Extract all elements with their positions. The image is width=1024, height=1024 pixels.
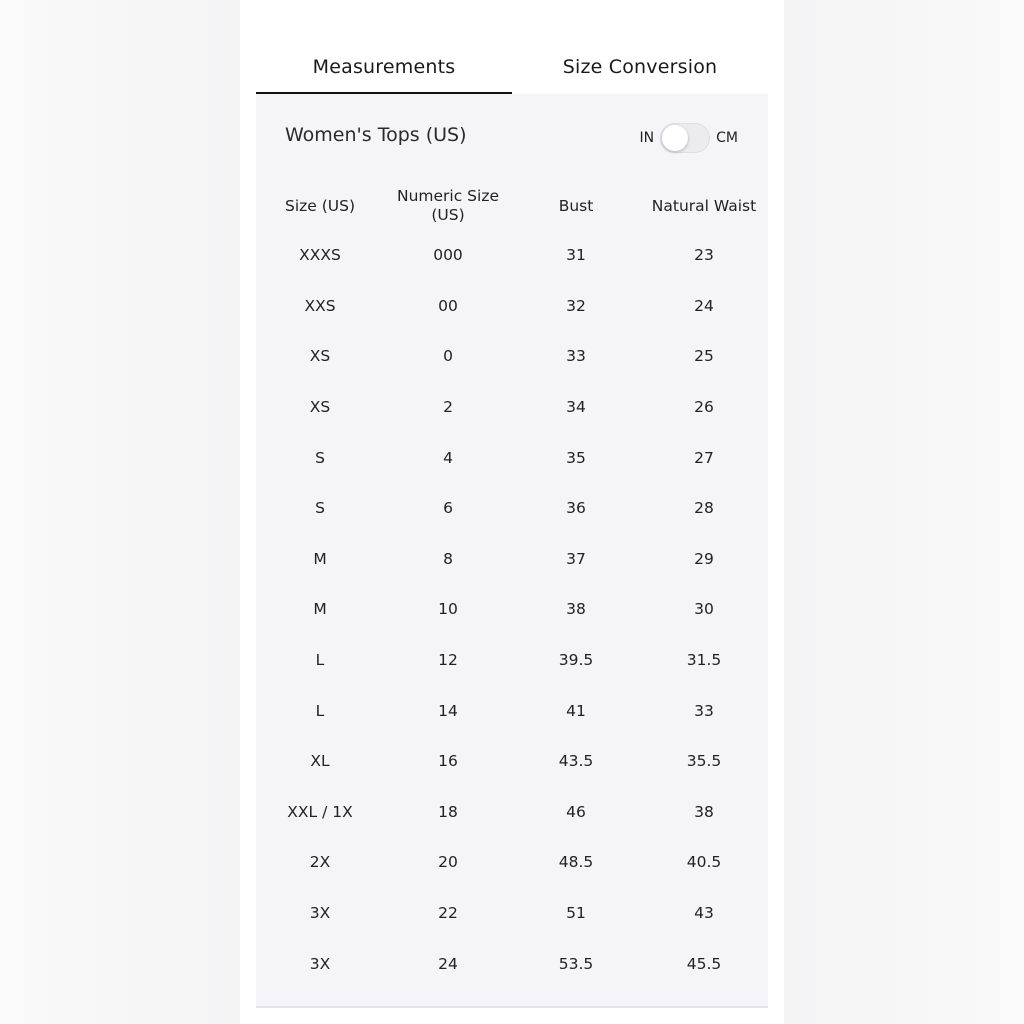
table-row (256, 432, 768, 483)
unit-label-cm: CM (716, 130, 738, 146)
cell-numeric-size: 4 (443, 448, 453, 467)
cell-bust: 53.5 (558, 954, 594, 973)
cell-natural-waist: 27 (694, 448, 714, 467)
cell-bust: 46 (566, 802, 586, 821)
cell-numeric-size: 18 (438, 802, 458, 821)
cell-size: L (315, 701, 325, 720)
cell-numeric-size: 0 (443, 347, 453, 366)
cell-natural-waist: 38 (694, 802, 714, 821)
cell-size: S (315, 499, 325, 518)
cell-natural-waist: 40.5 (686, 853, 722, 872)
size-chart-panel (240, 0, 784, 1024)
unit-toggle (640, 123, 738, 153)
cell-numeric-size: 20 (438, 853, 458, 872)
table-body (256, 230, 768, 989)
cell-bust: 35 (566, 448, 586, 467)
table-row (256, 888, 768, 939)
backdrop-left (0, 0, 240, 1024)
cell-size: XXL / 1X (287, 802, 353, 821)
tab-bar (256, 40, 768, 96)
unit-switch[interactable] (660, 123, 710, 153)
table-row (256, 787, 768, 838)
column-header-bust: Bust (558, 196, 594, 215)
cell-numeric-size: 14 (438, 701, 458, 720)
cell-numeric-size: 8 (443, 549, 453, 568)
cell-numeric-size: 10 (438, 600, 458, 619)
cell-bust: 51 (566, 904, 586, 923)
cell-size: XXXS (299, 246, 341, 265)
table-row (256, 635, 768, 686)
cell-bust: 33 (566, 347, 586, 366)
cell-numeric-size: 16 (438, 752, 458, 771)
cell-bust: 37 (566, 549, 586, 568)
table-row (256, 281, 768, 332)
cell-numeric-size: 22 (438, 904, 458, 923)
cell-numeric-size: 2 (443, 398, 453, 417)
cell-bust: 43.5 (558, 752, 594, 771)
cell-bust: 36 (566, 499, 586, 518)
cell-natural-waist: 35.5 (686, 752, 722, 771)
cell-natural-waist: 45.5 (686, 954, 722, 973)
cell-natural-waist: 23 (694, 246, 714, 265)
cell-bust: 38 (566, 600, 586, 619)
cell-numeric-size: 12 (438, 651, 458, 670)
cell-natural-waist: 33 (694, 701, 714, 720)
cell-bust: 32 (566, 296, 586, 315)
cell-size: XL (310, 752, 330, 771)
unit-label-in: IN (639, 130, 655, 146)
tab-size-conversion[interactable]: Size Conversion (562, 56, 718, 78)
cell-numeric-size: 000 (433, 246, 463, 265)
cell-natural-waist: 30 (694, 600, 714, 619)
cell-size: S (315, 448, 325, 467)
cell-numeric-size: 00 (438, 296, 458, 315)
chart-title: Women's Tops (US) (285, 124, 467, 146)
cell-natural-waist: 29 (694, 549, 714, 568)
cell-bust: 39.5 (558, 651, 594, 670)
cell-natural-waist: 31.5 (686, 651, 722, 670)
column-header-numeric-size: Numeric Size (US) (397, 187, 499, 224)
cell-size: 3X (309, 954, 331, 973)
size-table (256, 182, 768, 989)
table-row (256, 230, 768, 281)
cell-size: XS (309, 398, 331, 417)
cell-size: 3X (309, 904, 331, 923)
table-row (256, 938, 768, 989)
column-header-size: Size (US) (284, 196, 356, 215)
cell-natural-waist: 26 (694, 398, 714, 417)
cell-bust: 41 (566, 701, 586, 720)
cell-size: L (315, 651, 325, 670)
table-row (256, 837, 768, 888)
cell-bust: 31 (566, 246, 586, 265)
cell-size: 2X (309, 853, 331, 872)
table-header-row (256, 182, 768, 230)
backdrop-right (784, 0, 1024, 1024)
table-row (256, 331, 768, 382)
cell-natural-waist: 25 (694, 347, 714, 366)
cell-natural-waist: 24 (694, 296, 714, 315)
table-row (256, 584, 768, 635)
cell-size: M (313, 549, 327, 568)
table-row (256, 534, 768, 585)
table-row (256, 382, 768, 433)
cell-size: XS (309, 347, 331, 366)
cell-numeric-size: 6 (443, 499, 453, 518)
cell-bust: 48.5 (558, 853, 594, 872)
cell-natural-waist: 43 (694, 904, 714, 923)
cell-numeric-size: 24 (438, 954, 458, 973)
column-header-natural-waist: Natural Waist (651, 196, 757, 215)
cell-size: XXS (304, 296, 336, 315)
cell-bust: 34 (566, 398, 586, 417)
measurements-card (256, 94, 768, 1008)
table-row (256, 736, 768, 787)
table-row (256, 685, 768, 736)
table-row (256, 483, 768, 534)
cell-size: M (313, 600, 327, 619)
unit-switch-knob (662, 125, 688, 151)
tab-measurements[interactable]: Measurements (256, 40, 512, 94)
cell-natural-waist: 28 (694, 499, 714, 518)
